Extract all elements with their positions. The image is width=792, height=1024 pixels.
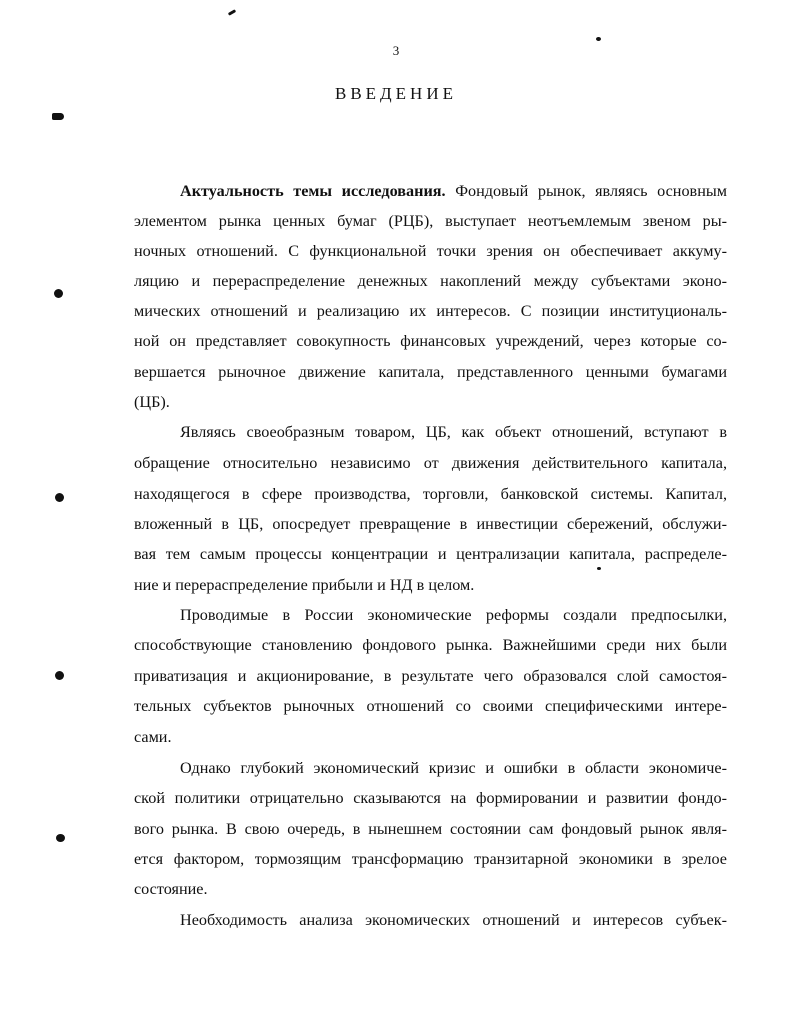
paragraph-line: сами. <box>134 728 172 746</box>
paragraph-line: элементом рынка ценных бумаг (РЦБ), выступает неотъемлемым звеном ры- <box>134 212 727 230</box>
paragraph-line: способствующие становлению фондового рынка. Важнейшими среди них были <box>134 636 727 654</box>
scan-speck <box>55 493 64 502</box>
scan-speck <box>54 289 63 298</box>
paragraph-line: состояние. <box>134 880 208 898</box>
scan-speck <box>596 37 601 41</box>
bold-lead: Актуальность темы исследования. <box>180 182 446 200</box>
page-title: ВВЕДЕНИЕ <box>335 84 457 103</box>
scan-speck <box>597 567 601 570</box>
scan-speck <box>52 113 64 120</box>
paragraph-line: Проводимые в России экономические реформы создали предпосылки, <box>180 606 727 624</box>
scan-speck <box>228 9 236 16</box>
paragraph-line: ется фактором, тормозящим трансформацию транзитарной экономики в зрелое <box>134 850 727 868</box>
paragraph-line: ляцию и перераспределение денежных накоплений между субъектами эконо- <box>134 272 727 290</box>
paragraph-line: Однако глубокий экономический кризис и ошибки в области экономиче- <box>180 759 727 777</box>
page-number: 3 <box>392 43 400 58</box>
line-text: Фондовый рынок, являясь основным <box>445 182 727 200</box>
paragraph-line: (ЦБ). <box>134 393 170 411</box>
paragraph-line: ской политики отрицательно сказываются на формировании и развитии фондо- <box>134 789 727 807</box>
scan-speck <box>55 671 64 680</box>
scan-speck <box>56 834 65 842</box>
paragraph-line: вершается рыночное движение капитала, представленного ценными бумагами <box>134 363 727 381</box>
paragraph-line: находящегося в сфере производства, торговли, банковской системы. Капитал, <box>134 485 727 503</box>
paragraph-line: Являясь своеобразным товаром, ЦБ, как объект отношений, вступают в <box>180 423 727 441</box>
paragraph-line: ние и перераспределение прибыли и НД в целом. <box>134 576 475 594</box>
paragraph-line: вложенный в ЦБ, опосредует превращение в инвестиции сбережений, обслужи- <box>134 515 727 533</box>
paragraph-line: Необходимость анализа экономических отношений и интересов субъек- <box>180 911 727 929</box>
paragraph-line: вая тем самым процессы концентрации и централизации капитала, распределе- <box>134 545 727 563</box>
paragraph-line: вого рынка. В свою очередь, в нынешнем состоянии сам фондовый рынок явля- <box>134 820 727 838</box>
paragraph-line: мических отношений и реализацию их интересов. С позиции институциональ- <box>134 302 727 320</box>
paragraph-line: ной он представляет совокупность финансовых учреждений, через которые со- <box>134 332 727 350</box>
paragraph-line: приватизация и акционирование, в результате чего образовался слой самостоя- <box>134 667 727 685</box>
paragraph-line: обращение относительно независимо от движения действительного капитала, <box>134 454 727 472</box>
paragraph-line: ночных отношений. С функциональной точки зрения он обеспечивает аккуму- <box>134 242 727 260</box>
paragraph-line: тельных субъектов рыночных отношений со своими специфическими интере- <box>134 697 727 715</box>
paragraph-line <box>180 180 727 202</box>
